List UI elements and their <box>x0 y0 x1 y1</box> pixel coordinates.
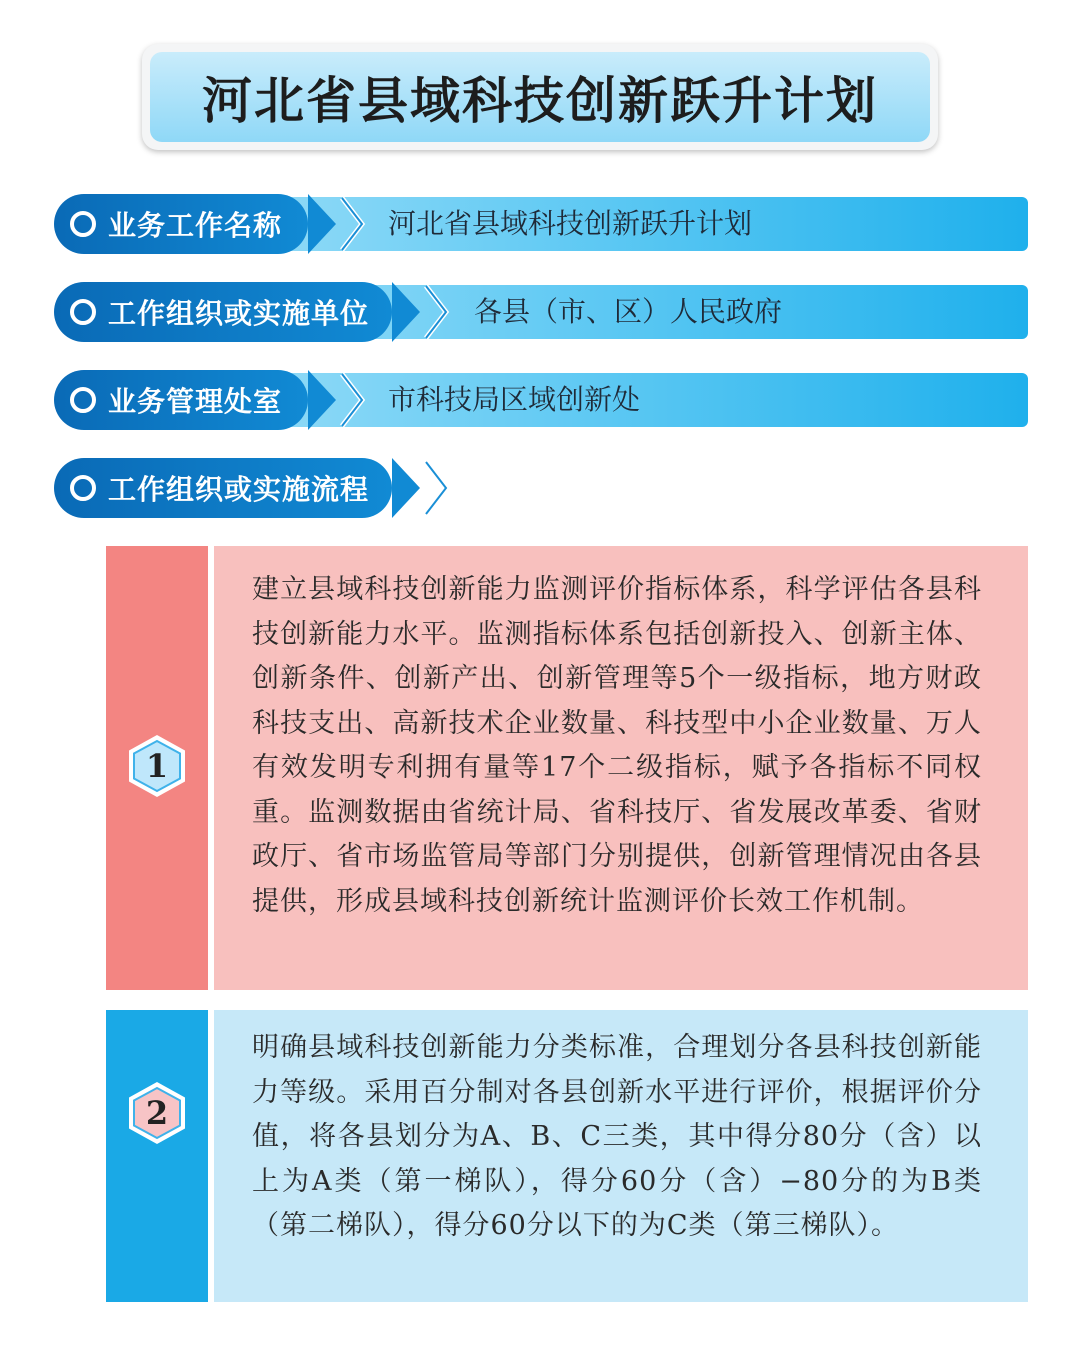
title-panel <box>150 52 930 142</box>
step-text: 建立县域科技创新能力监测评价指标体系，科学评估各县科技创新能力水平。监测指标体系包括创新投入、创新主体、创新条件、创新产出、创新管理等5个一级指标，地方财政科技支出、高新技术企业数量、科技型中小企业数量、万人有效发明专利拥有量等17个二级指标，赋予各指标不同权重。监测数据由省统计局、省科技厅、省发展改革委、省财政厅、省市场监管局等部门分别提供，创新管理情况由各县提供，形成县域科技创新统计监测评价长效工作机制。 <box>252 574 982 917</box>
step-text: 明确县域科技创新能力分类标准，合理划分各县科技创新能力等级。采用百分制对各县创新水平进行评价，根据评价分值，将各县划分为A、B、C三类，其中得分80分（含）以上为A类（第一梯队），得分60分（含）−80分的为B类（第二梯队），得分60分以下的为C类（第三梯队）。 <box>252 1032 982 1241</box>
row-label: 工作组织或实施单位 <box>108 297 370 330</box>
hexagon-number-badge <box>124 733 190 799</box>
pill-arrow-tip <box>392 282 420 342</box>
step-number: 1 <box>145 747 169 785</box>
page-title: 河北省县域科技创新跃升计划 <box>202 71 878 130</box>
chevron-right-icon <box>422 458 452 518</box>
label-pill <box>54 282 392 342</box>
step-card-2 <box>106 1010 1028 1302</box>
circle-icon <box>70 211 96 237</box>
pill-arrow-tip <box>392 458 420 518</box>
hexagon-number-badge <box>124 1080 190 1146</box>
circle-icon <box>70 299 96 325</box>
circle-icon <box>70 387 96 413</box>
row-label: 业务工作名称 <box>108 209 283 242</box>
chevron-right-icon <box>338 194 368 254</box>
label-pill <box>54 458 392 518</box>
chevron-right-icon <box>422 282 452 342</box>
chevron-right-icon <box>338 370 368 430</box>
label-pill <box>54 370 308 430</box>
info-row-business-name <box>54 194 1028 254</box>
row-label: 工作组织或实施流程 <box>108 473 370 506</box>
pill-arrow-tip <box>308 194 336 254</box>
step-card-1 <box>106 546 1028 990</box>
row-label: 业务管理处室 <box>108 385 283 418</box>
pill-arrow-tip <box>308 370 336 430</box>
row-value: 市科技局区域创新处 <box>388 383 641 416</box>
row-value: 各县（市、区）人民政府 <box>474 295 783 328</box>
title-banner <box>142 44 938 150</box>
circle-icon <box>70 475 96 501</box>
info-row-organizer <box>54 282 1028 342</box>
step-number: 2 <box>145 1094 169 1132</box>
info-row-process <box>54 458 454 518</box>
label-pill <box>54 194 308 254</box>
row-value: 河北省县域科技创新跃升计划 <box>388 207 753 240</box>
info-row-department <box>54 370 1028 430</box>
step-side-panel <box>106 1010 208 1302</box>
